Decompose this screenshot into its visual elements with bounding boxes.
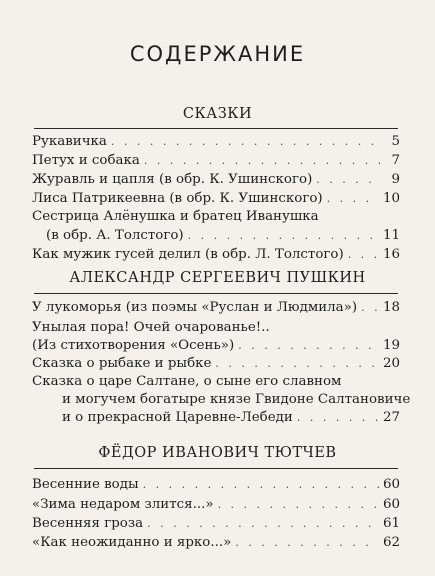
entry-title: (в обр. А. Толстого) [46, 228, 184, 243]
entry-title-line[interactable]: Унылая пора! Очей очарованье!.. [32, 320, 270, 335]
section-heading-pushkin: АЛЕКСАНДР СЕРГЕЕВИЧ ПУШКИН [69, 270, 366, 286]
entry-title: Весенняя гроза [32, 516, 144, 531]
toc-entry[interactable] [62, 408, 400, 428]
leader-dots [147, 514, 379, 534]
entry-title: Весенние воды [32, 477, 139, 492]
toc-entry[interactable] [32, 336, 400, 356]
leader-dots [316, 170, 380, 190]
leader-dots [218, 495, 379, 515]
entry-title: «Как неожиданно и ярко...» [32, 535, 232, 550]
entry-page: 9 [391, 172, 400, 187]
page-title: СОДЕРЖАНИЕ [129, 42, 306, 66]
entry-page: 19 [382, 338, 400, 353]
entry-title: Журавль и цапля (в обр. К. Ушинского) [32, 172, 313, 187]
entry-title: Рукавичка [32, 134, 107, 149]
leader-dots [327, 189, 379, 209]
entry-title-line[interactable]: Сказка о царе Салтане, о сыне его славном [32, 374, 342, 389]
toc-entry[interactable] [32, 189, 400, 209]
leader-dots [235, 533, 379, 553]
entry-page: 20 [382, 356, 400, 371]
entry-page: 27 [382, 410, 400, 425]
toc-entry[interactable] [32, 298, 400, 318]
leader-dots [238, 336, 379, 356]
entry-title: Лиса Патрикеевна (в обр. К. Ушинского) [32, 191, 323, 206]
entry-page: 61 [382, 516, 400, 531]
section-heading-tyutchev: ФЁДОР ИВАНОВИЧ ТЮТЧЕВ [98, 445, 337, 461]
section-divider [34, 128, 398, 129]
section-heading-skazki: СКАЗКИ [182, 106, 253, 122]
entry-page: 16 [382, 247, 400, 262]
toc-entry[interactable] [32, 151, 400, 171]
entry-title: «Зима недаром злится...» [32, 497, 214, 512]
toc-entry[interactable] [32, 170, 400, 190]
toc-entry[interactable] [32, 475, 400, 495]
leader-dots [144, 151, 380, 171]
leader-dots [188, 226, 379, 246]
leader-dots [297, 408, 379, 428]
toc-entry[interactable] [46, 226, 400, 246]
entry-title: У лукоморья (из поэмы «Руслан и Людмила») [32, 300, 358, 315]
entry-page: 62 [382, 535, 400, 550]
leader-dots [215, 354, 379, 374]
entry-page: 60 [382, 497, 400, 512]
entry-page: 60 [382, 477, 400, 492]
toc-entry[interactable] [32, 354, 400, 374]
entry-page: 5 [391, 134, 400, 149]
leader-dots [111, 132, 380, 152]
entry-title: Петух и собака [32, 153, 140, 168]
entry-title: (Из стихотворения «Осень») [32, 338, 235, 353]
entry-title: Как мужик гусей делил (в обр. Л. Толстого) [32, 247, 344, 262]
entry-page: 11 [382, 228, 400, 243]
entry-title-line[interactable]: Сестрица Алёнушка и братец Иванушка [32, 209, 319, 224]
toc-entry[interactable] [32, 132, 400, 152]
toc-entry[interactable] [32, 245, 400, 265]
entry-page: 10 [382, 191, 400, 206]
entry-page: 7 [391, 153, 400, 168]
leader-dots [348, 245, 379, 265]
entry-title-line[interactable]: и могучем богатыре князе Гвидоне Салтановиче [62, 392, 411, 407]
section-divider [34, 293, 398, 294]
entry-page: 18 [382, 300, 400, 315]
leader-dots [361, 298, 379, 318]
entry-title: и о прекрасной Царевне-Лебеди [62, 410, 293, 425]
entry-title: Сказка о рыбаке и рыбке [32, 356, 212, 371]
section-divider [34, 468, 398, 469]
toc-entry[interactable] [32, 495, 400, 515]
toc-entry[interactable] [32, 533, 400, 553]
leader-dots [143, 475, 379, 495]
toc-entry[interactable] [32, 514, 400, 534]
